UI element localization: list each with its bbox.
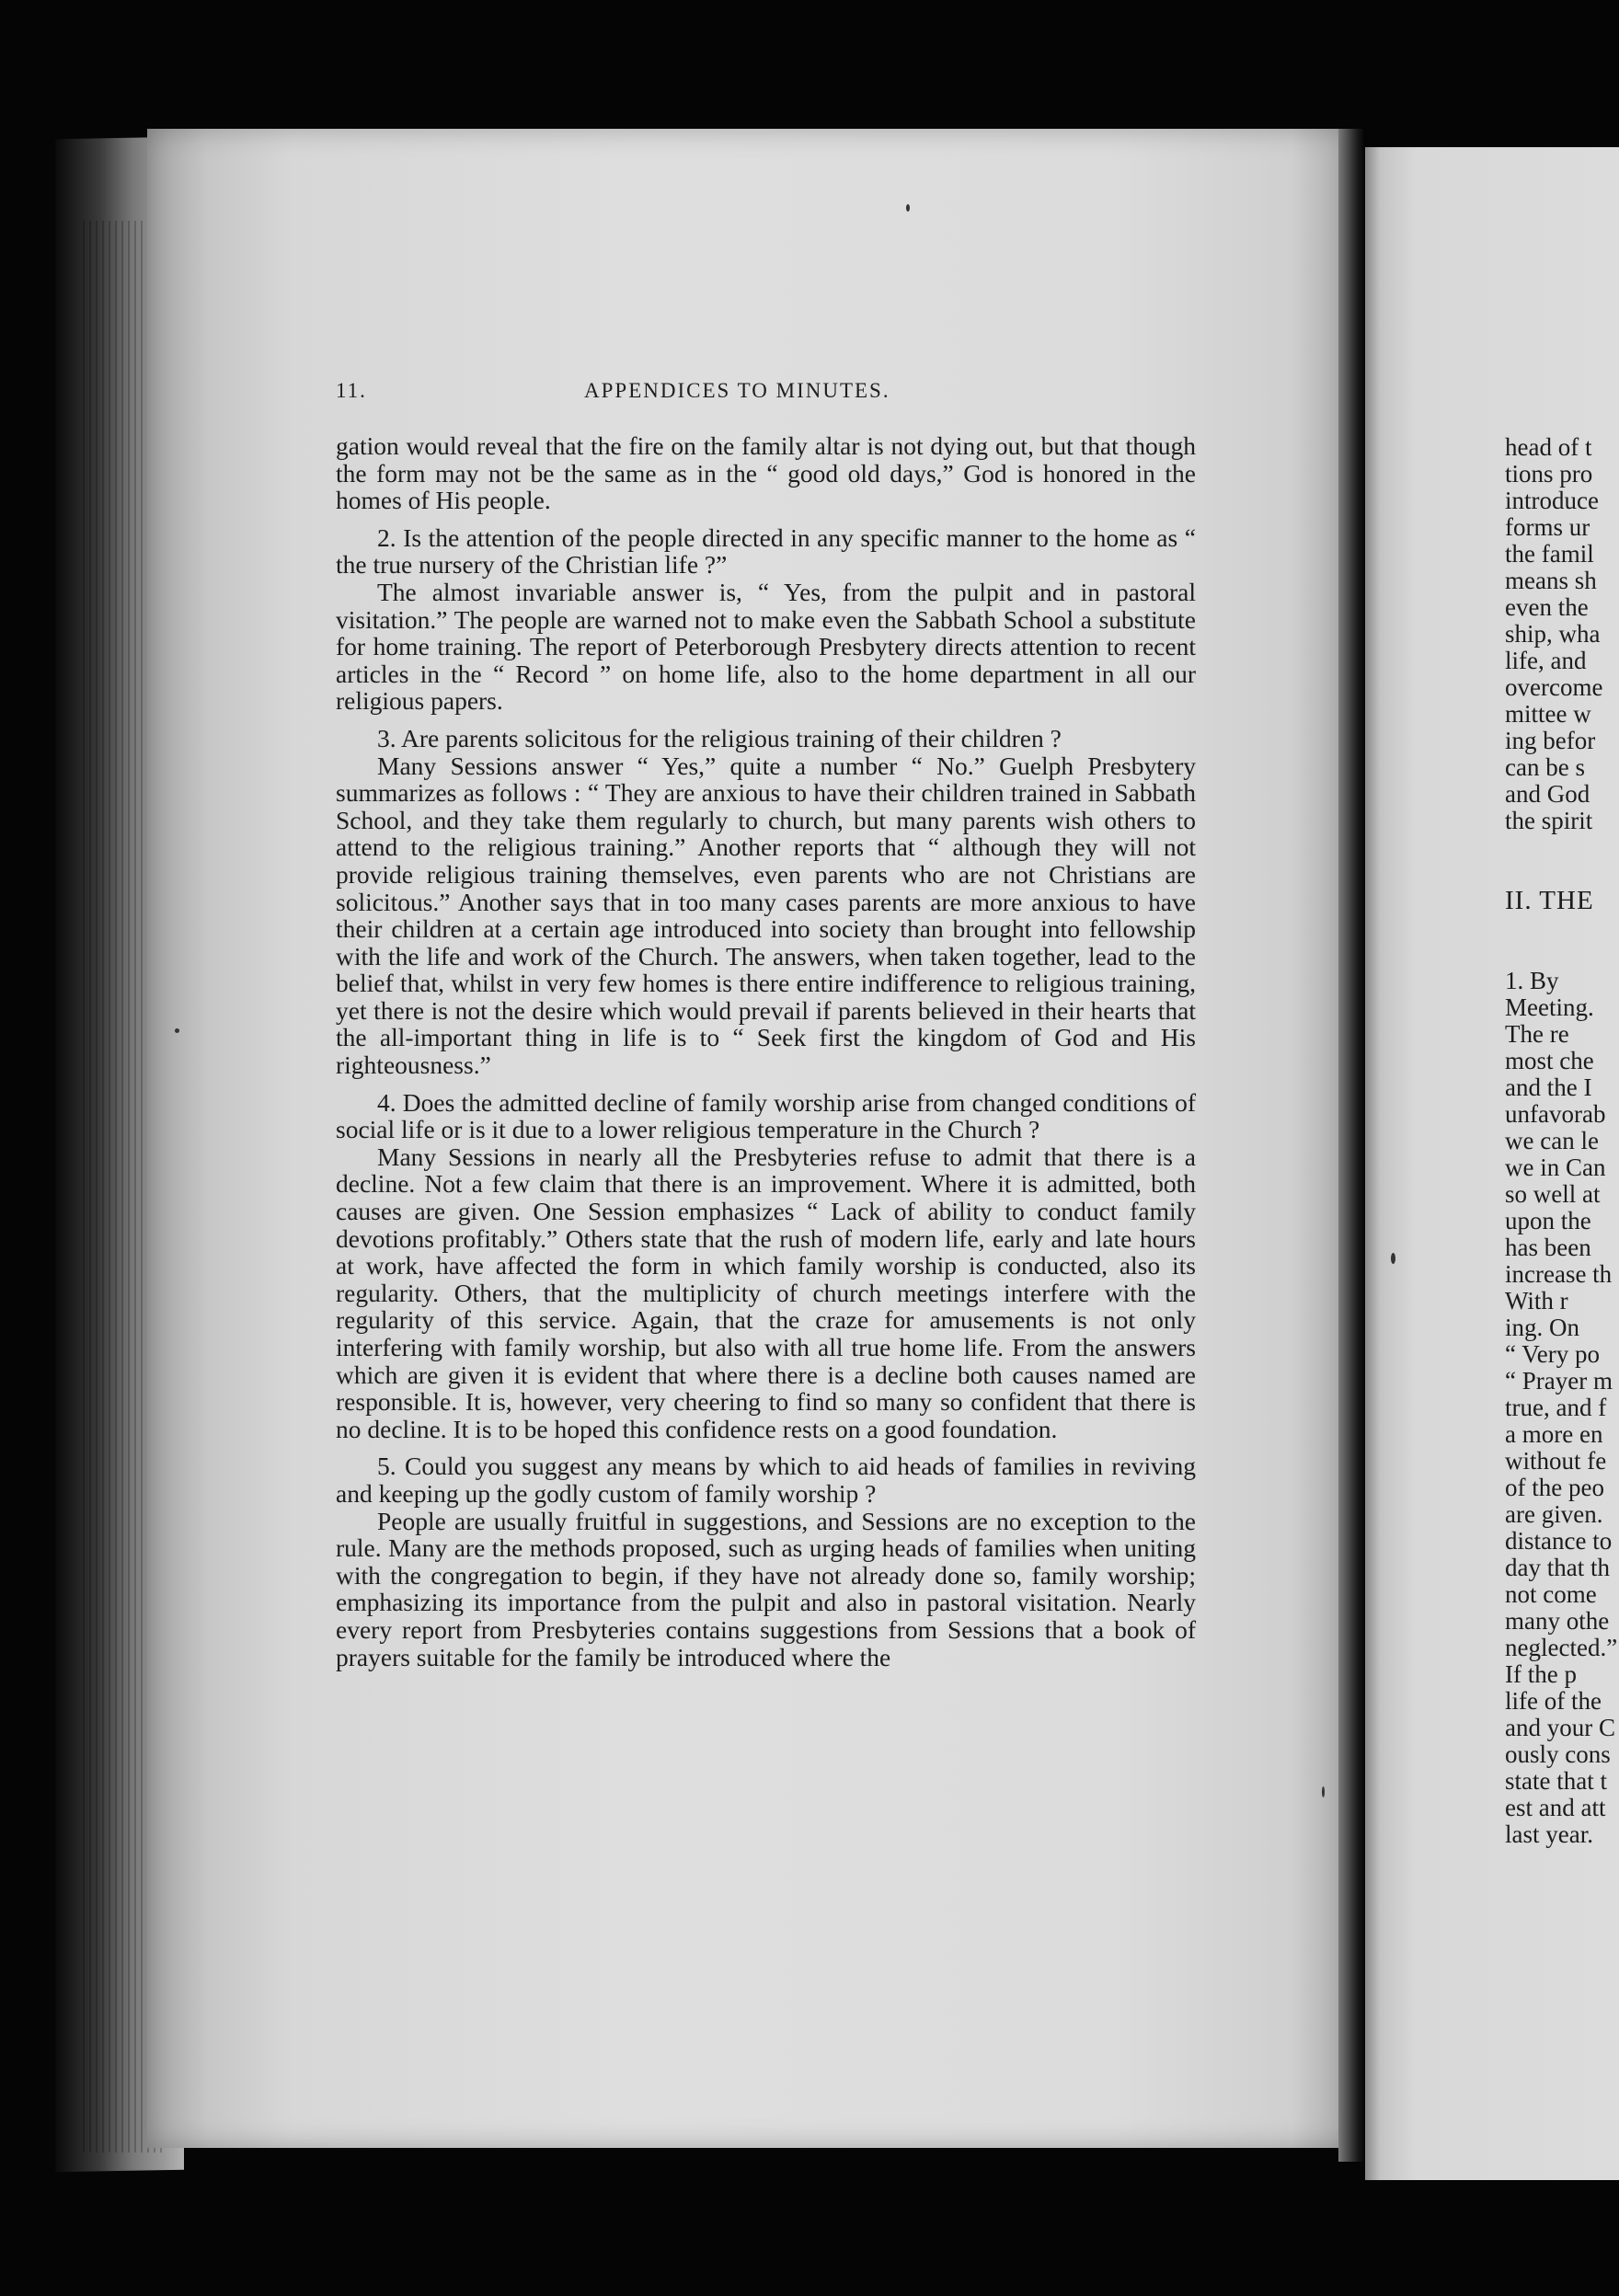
text-line: head of t — [1505, 434, 1592, 461]
text-line: not come — [1505, 1580, 1597, 1608]
text-line: the spirit — [1505, 807, 1593, 834]
paragraph: Many Sessions answer “ Yes,” quite a number “ No.” Guelph Presbytery summarizes as follows : “ They are anxious to have their children trained in Sabbath School, and they take them regularly to church, but many parents wish others to attend to the religious training.” Another reports that “ although they will not provide religious training themselves, even parents who are not Christians are solicitous.” Another says that in too many cases parents are more anxious to have their children at a certain age introduced into society than brought into fellowship with the life and work of the Church. The answers, when taken together, lead to the belief that, whilst in very few homes is there entire indifference to religious training, yet there is not the desire which would prevail if parents believed in their hearts that the all-important thing in life is to “ Seek first the kingdom of God and His righteousness.” — [336, 751, 1196, 1080]
running-header — [336, 379, 1196, 416]
text-line: life of the — [1505, 1687, 1602, 1715]
text-line: “ Very po — [1505, 1340, 1600, 1368]
dust-speck — [175, 1028, 179, 1033]
dust-speck — [906, 204, 910, 212]
blank-line — [1505, 861, 1619, 888]
text-line: If the p — [1505, 1660, 1577, 1688]
text-line: and God — [1505, 780, 1590, 808]
paragraph: 2. Is the attention of the people directed in any specific manner to the home as “ the true nursery of the Christian life ?” — [336, 522, 1196, 580]
text-line: ously cons — [1505, 1740, 1611, 1768]
text-line: are given. — [1505, 1500, 1603, 1528]
page-number: 11. — [336, 379, 367, 402]
text-line: est and att — [1505, 1794, 1606, 1821]
text-line: ship, wha — [1505, 620, 1601, 648]
text-line: unfavorab — [1505, 1100, 1606, 1128]
paragraph: Many Sessions in nearly all the Presbyteries refuse to admit that there is a decline. Not a few claim that there is an improvement. Where it is admitted, both causes are given. One Session emphasizes “ Lack of ability to conduct family devotions profitably.” Others state that the rush of modern life, early and late hours at work, have affected the form in which family worship is conducted, also its regularity. Others, that the multiplicity of church meetings interfere with the regularity of this service. Again, that the craze for amusements is not only interfering with family worship, but also with all true home life. From the answers which are given it is evident that where there is a decline both causes named are responsible. It is, however, very cheering to find so many so confident that there is no decline. It is to be hoped this confidence rests on a good foundation. — [336, 1142, 1196, 1443]
text-line: tions pro — [1505, 460, 1593, 488]
text-line: ing. On — [1505, 1314, 1579, 1341]
paragraph: gation would reveal that the fire on the family altar is not dying out, but that though the form may not be the same as in the “ good old days,” God is honored in the homes of His people. — [336, 431, 1196, 515]
text-line: and your C — [1505, 1714, 1615, 1741]
text-line: ing befor — [1505, 727, 1596, 754]
paragraph: 5. Could you suggest any means by which to aid heads of families in reviving and keeping up the godly custom of family worship ? — [336, 1452, 1196, 1508]
text-line: a more en — [1505, 1420, 1603, 1448]
text-line: last year. — [1505, 1820, 1593, 1848]
text-line: most che — [1505, 1047, 1594, 1074]
text-line: so well at — [1505, 1180, 1601, 1208]
paragraph: People are usually fruitful in suggestions, and Sessions are no exception to the rule. Many are the methods proposed, such as urging heads of families when uniting with the congregation to begin, if they have not already done so, family worship; emphasizing its importance from the pulpit and also in pastoral visitation. Nearly every report from Presbyteries contains suggestions from Sessions that a book of prayers suitable for the family be introduced where the — [336, 1506, 1196, 1671]
text-line: true, and f — [1505, 1394, 1607, 1421]
text-line: state that t — [1505, 1767, 1607, 1795]
left-page-body — [336, 432, 1196, 1670]
text-line: means sh — [1505, 567, 1597, 594]
paragraph: 3. Are parents solicitous for the religious training of their children ? — [377, 723, 1062, 752]
text-line: With r — [1505, 1287, 1568, 1314]
text-line: without fe — [1505, 1447, 1607, 1475]
text-line: “ Prayer m — [1505, 1367, 1613, 1395]
text-line: introduce — [1505, 487, 1599, 514]
text-line: we can le — [1505, 1127, 1599, 1154]
text-line: II. THE — [1505, 886, 1594, 915]
text-line: upon the — [1505, 1207, 1591, 1234]
right-page-cropped-text — [1505, 434, 1619, 1848]
paragraph: 4. Does the admitted decline of family worship arise from changed conditions of social life or is it due to a lower religious temperature in the Church ? — [336, 1087, 1196, 1144]
text-line: neglected.” — [1505, 1634, 1618, 1661]
paragraph: The almost invariable answer is, “ Yes, from the pulpit and in pastoral visitation.” The people are warned not to make even the Sabbath School a substitute for home training. The report of Peterborough Presbytery directs attention to recent articles in the “ Record ” on home life, also to the home department in all our religious papers. — [336, 577, 1196, 716]
text-line: life, and — [1505, 647, 1587, 674]
text-line: The re — [1505, 1020, 1569, 1048]
text-line: of the peo — [1505, 1474, 1604, 1501]
text-line: distance to — [1505, 1527, 1613, 1555]
text-line: increase th — [1505, 1260, 1613, 1288]
blank-line — [1505, 834, 1619, 861]
text-line: 1. By — [1505, 967, 1559, 994]
text-line: Meeting. — [1505, 993, 1594, 1021]
text-line: the famil — [1505, 540, 1594, 568]
text-line: can be s — [1505, 753, 1585, 781]
text-line: and the I — [1505, 1073, 1592, 1101]
blank-line — [1505, 914, 1619, 941]
text-line: many othe — [1505, 1607, 1610, 1635]
text-line: overcome — [1505, 673, 1603, 701]
dust-speck — [1391, 1253, 1395, 1264]
blank-line — [1505, 941, 1619, 968]
text-line: day that th — [1505, 1554, 1610, 1581]
running-title: APPENDICES TO MINUTES. — [584, 379, 890, 402]
text-line: has been — [1505, 1234, 1591, 1261]
text-line: forms ur — [1505, 513, 1590, 541]
text-line: we in Can — [1505, 1154, 1606, 1181]
text-line: even the — [1505, 593, 1589, 621]
book-gutter — [1338, 129, 1366, 2162]
text-line: mittee w — [1505, 700, 1591, 728]
dust-speck — [1322, 1786, 1325, 1797]
